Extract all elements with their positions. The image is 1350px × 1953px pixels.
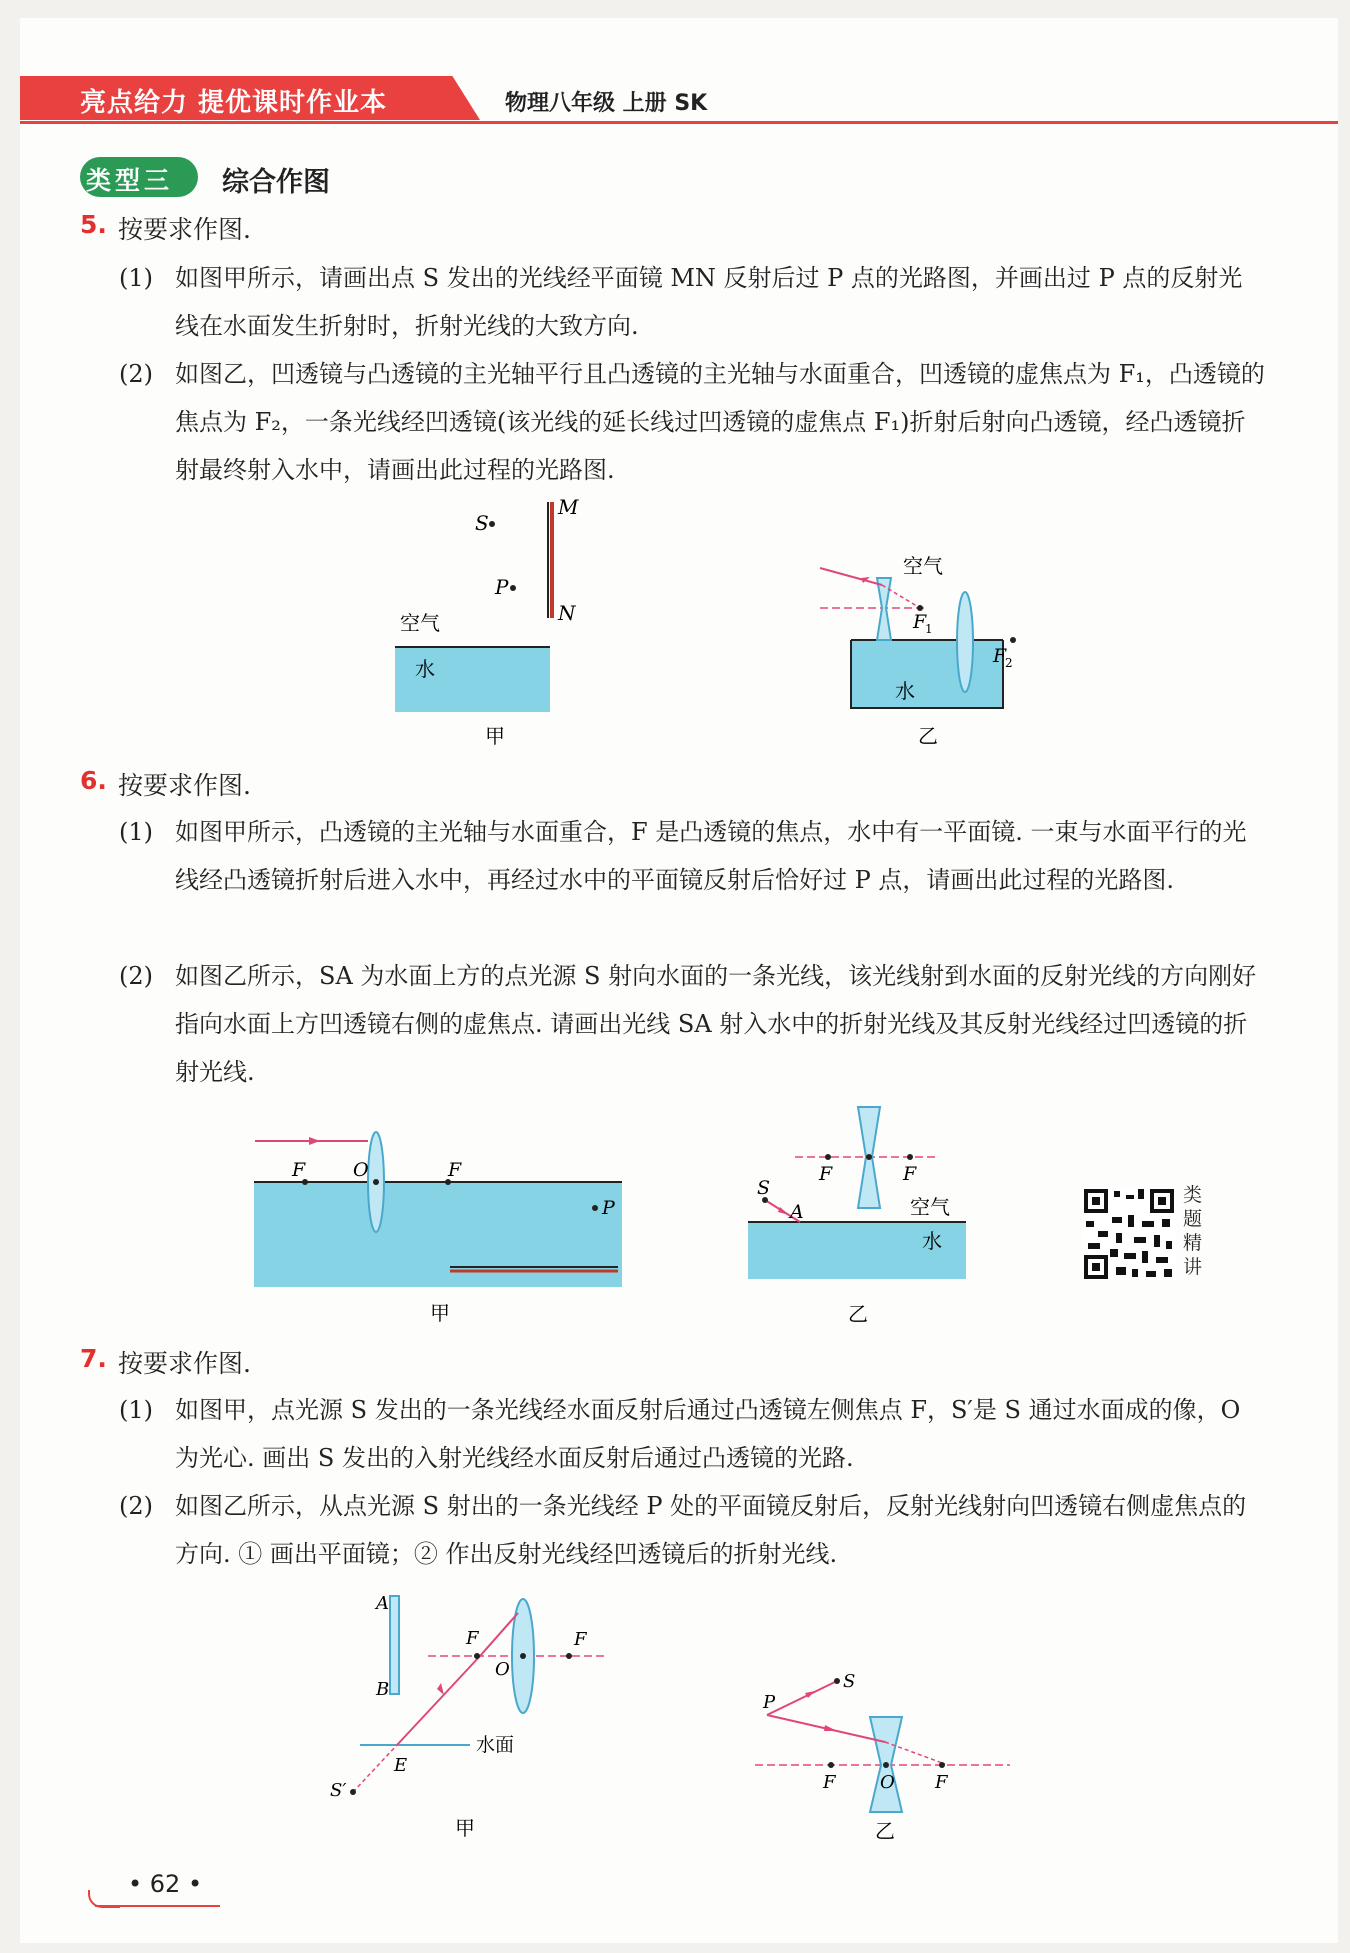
question-prompt: 按要求作图.	[118, 1349, 251, 1378]
part-tag: (1)	[119, 1396, 153, 1424]
label-f-left: F	[292, 1159, 306, 1181]
figure-q7-a	[320, 1585, 620, 1845]
part-text: 如图甲所示，请画出点 S 发出的光线经平面镜 MN 反射后过 P 点的光路图，并画出过 P 点的反射光线在水面发生折射时，折射光线的大致方向.	[175, 264, 1243, 340]
label-f-left: F	[823, 1772, 836, 1793]
point-o	[883, 1762, 889, 1768]
caption: 乙	[848, 1302, 868, 1325]
point-p	[510, 585, 516, 591]
ray-arrow	[778, 1207, 789, 1215]
caption: 甲	[430, 1301, 450, 1325]
part-tag: (2)	[119, 962, 153, 990]
point-s	[489, 521, 495, 527]
label-o: O	[495, 1659, 510, 1680]
label-f1: F	[913, 611, 927, 633]
label-n: N	[558, 601, 576, 625]
label-a: A	[376, 1593, 389, 1614]
caption: 乙	[875, 1819, 895, 1843]
label-water: 水	[922, 1229, 942, 1253]
concave-lens	[877, 578, 891, 640]
convex-lens	[957, 592, 973, 692]
label-f2: F	[993, 645, 1007, 667]
virtual-ray	[353, 1745, 397, 1792]
qr-label: 类题精讲	[1183, 1184, 1203, 1278]
point-s	[834, 1678, 840, 1684]
part-text: 如图乙所示，从点光源 S 射出的一条光线经 P 处的平面镜反射后，反射光线射向凹透镜右侧虚焦点的方向. ① 画出平面镜；② 作出反射光线经凹透镜后的折射光线.	[175, 1492, 1247, 1568]
figure-q7-b	[745, 1645, 1020, 1850]
part-tag: (2)	[119, 1492, 153, 1520]
question-prompt: 按要求作图.	[118, 215, 251, 244]
label-a: A	[790, 1201, 804, 1223]
header-rule	[20, 121, 1338, 124]
point-f-right	[939, 1762, 945, 1768]
label-o: O	[353, 1159, 369, 1181]
page-number: • 62 •	[128, 1870, 203, 1898]
label-m: M	[558, 495, 579, 519]
label-s: S	[843, 1671, 856, 1692]
point-p	[592, 1205, 598, 1211]
point-f-right	[907, 1154, 913, 1160]
ray-s-to-p	[767, 1681, 837, 1715]
label-p: P	[763, 1692, 776, 1713]
water-area	[851, 640, 1003, 708]
ray-arrow	[437, 1683, 444, 1695]
header-subject: 物理八年级 上册 SK	[505, 91, 708, 116]
label-f-left: F	[466, 1628, 479, 1649]
point-f-right	[566, 1653, 572, 1659]
section-title: 综合作图	[222, 167, 330, 198]
ray-arrow	[309, 1137, 320, 1145]
part-text: 如图甲，点光源 S 发出的一条光线经水面反射后通过凸透镜左侧焦点 F，S′是 S 通过水面成的像，O 为光心. 画出 S 发出的入射光线经水面反射后通过凸透镜的光路.	[175, 1396, 1241, 1472]
part-tag: (2)	[119, 360, 153, 388]
figure-q5-b	[815, 545, 1045, 755]
question-number: 7.	[80, 1344, 107, 1373]
section-badge-text: 类型三	[86, 166, 174, 195]
figure-q6-a	[250, 1110, 630, 1330]
label-p: P	[495, 575, 509, 599]
label-air: 空气	[910, 1195, 950, 1219]
label-e: E	[394, 1755, 408, 1776]
figure-q6-b	[745, 1100, 975, 1325]
label-s: S	[757, 1177, 771, 1199]
part-text: 如图甲所示，凸透镜的主光轴与水面重合，F 是凸透镜的焦点，水中有一平面镜. 一束与水面平行的光线经凸透镜折射后进入水中，再经过水中的平面镜反射后恰好过 P 点，请画出此过程的光路图.	[175, 818, 1247, 894]
plane-mirror-ab	[390, 1596, 399, 1694]
label-f-right: F	[574, 1629, 587, 1650]
label-f2-sub: 2	[1005, 656, 1013, 670]
question-number: 5.	[80, 210, 107, 239]
point-o	[373, 1179, 379, 1185]
point-o	[520, 1653, 526, 1659]
label-f-right: F	[448, 1159, 462, 1181]
question-prompt: 按要求作图.	[118, 771, 251, 800]
question-part	[119, 952, 1265, 1096]
part-tag: (1)	[119, 264, 153, 292]
page-number-rule	[95, 1905, 220, 1907]
label-air: 空气	[903, 554, 943, 578]
point-f-left	[828, 1762, 834, 1768]
point-f-left	[474, 1653, 480, 1659]
question-part	[119, 1386, 1265, 1482]
label-f-left: F	[819, 1163, 833, 1185]
qr-code[interactable]	[1082, 1187, 1176, 1281]
label-p: P	[602, 1197, 615, 1219]
point-s-prime	[350, 1789, 356, 1795]
question-number: 6.	[80, 766, 107, 795]
ray-arrow	[824, 1725, 837, 1731]
reflected-ray	[397, 1656, 480, 1745]
point-f-left	[825, 1154, 831, 1160]
label-water-surface: 水面	[476, 1734, 515, 1756]
label-o: O	[880, 1772, 895, 1793]
point-o	[866, 1154, 872, 1160]
label-water: 水	[415, 657, 435, 681]
label-air: 空气	[400, 611, 440, 635]
question-part	[119, 1482, 1265, 1578]
label-b: B	[376, 1679, 390, 1700]
question-part	[119, 350, 1265, 494]
label-s: S	[475, 511, 489, 535]
label-f1-sub: 1	[925, 622, 933, 636]
part-text: 如图乙所示，SA 为水面上方的点光源 S 射向水面的一条光线，该光线射到水面的反射光线的方向刚好指向水面上方凹透镜右侧的虚焦点. 请画出光线 SA 射入水中的折射光线及其反射光线经过凹透镜的折射光线.	[175, 962, 1257, 1086]
part-tag: (1)	[119, 818, 153, 846]
figure-q5-a	[380, 490, 610, 760]
point-f2	[1010, 637, 1016, 643]
header-brand: 亮点给力 提优课时作业本	[80, 88, 388, 118]
caption: 甲	[485, 724, 505, 748]
part-text: 如图乙，凹透镜与凸透镜的主光轴平行且凸透镜的主光轴与水面重合，凹透镜的虚焦点为 F₁，凸透镜的焦点为 F₂，一条光线经凹透镜(该光线的延长线过凹透镜的虚焦点 F₁)折射后射向凸透镜，经凸透镜折射最终射入水中，请画出此过程的光路图.	[175, 360, 1265, 484]
caption: 乙	[918, 724, 938, 748]
incident-ray	[820, 568, 882, 585]
question-part	[119, 254, 1265, 350]
question-part	[119, 808, 1265, 904]
label-f-right: F	[935, 1772, 948, 1793]
label-water: 水	[895, 679, 915, 703]
label-s-prime: S′	[330, 1780, 347, 1801]
caption: 甲	[455, 1816, 475, 1840]
label-f-right: F	[903, 1163, 917, 1185]
ray-arrow	[805, 1691, 815, 1698]
